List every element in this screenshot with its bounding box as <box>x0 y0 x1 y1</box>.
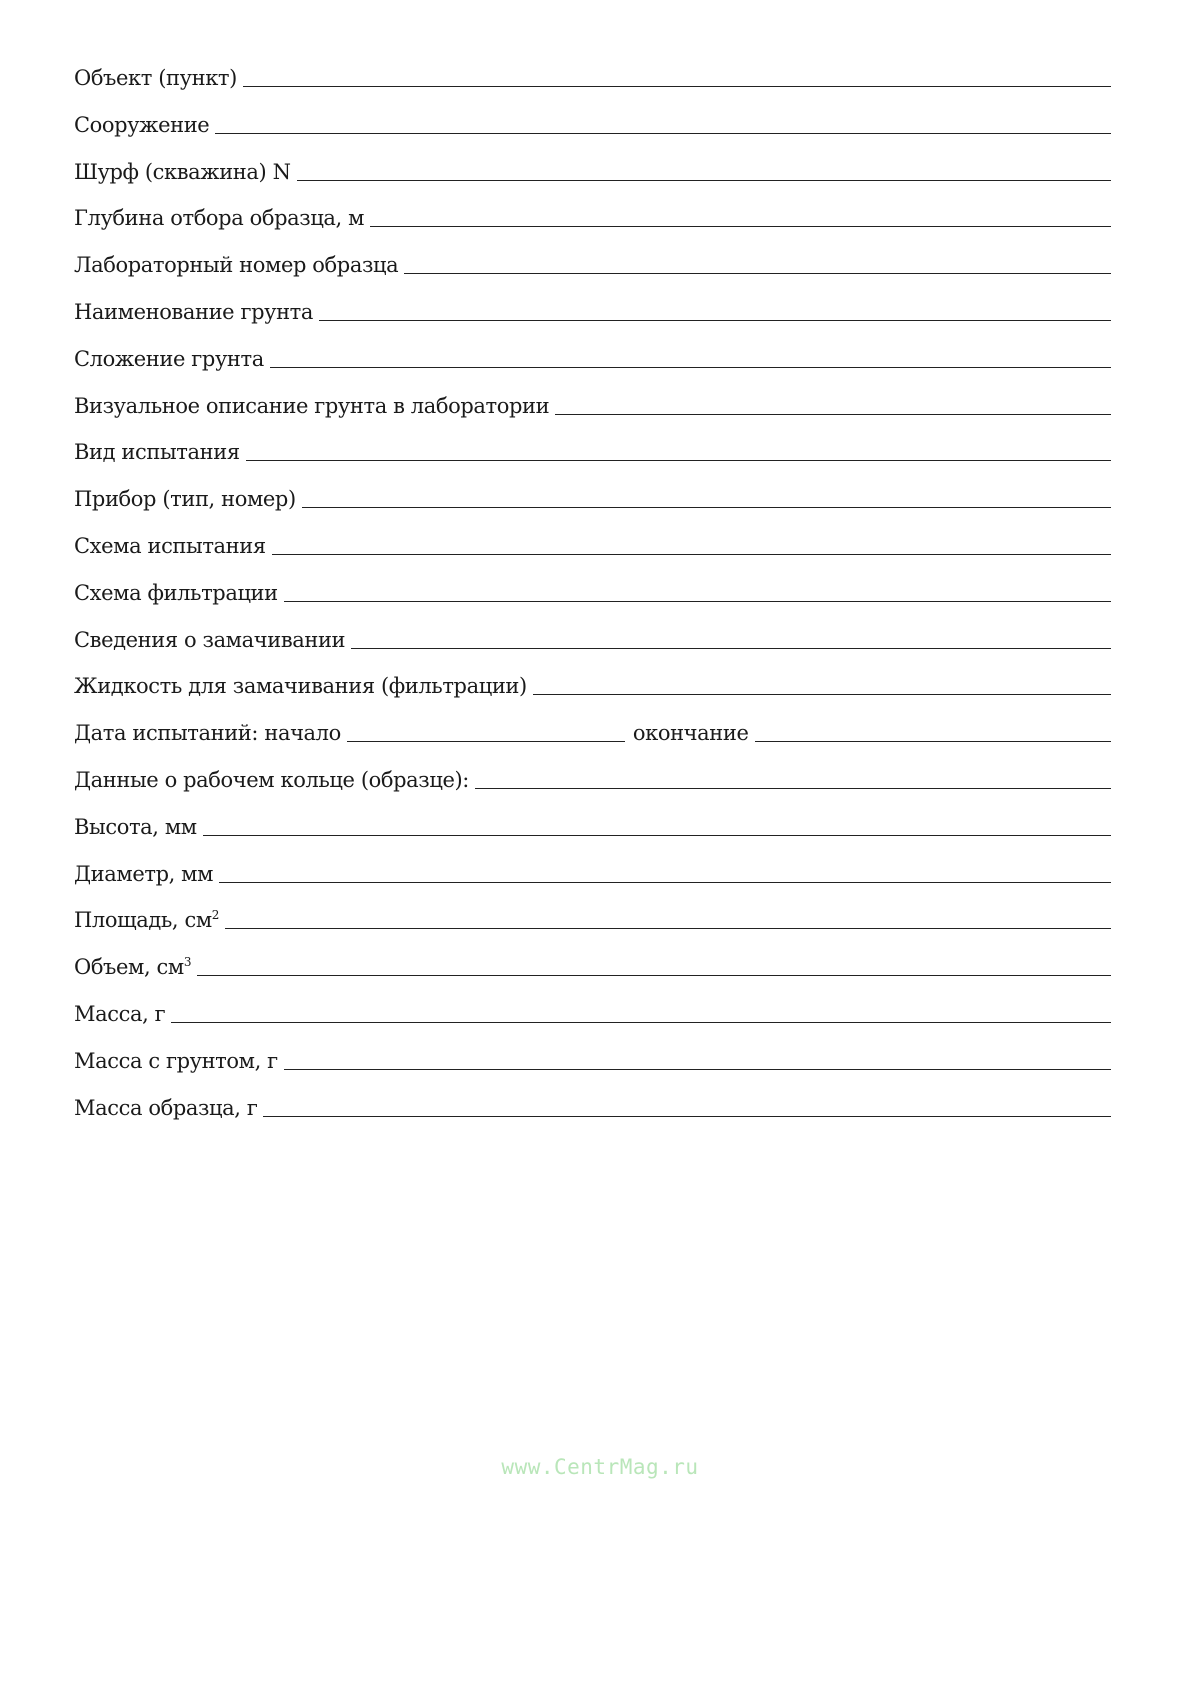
field-depth <box>74 206 1111 253</box>
fill-line[interactable] <box>219 882 1111 883</box>
area-superscript: 2 <box>211 908 219 923</box>
fill-line[interactable] <box>404 273 1111 274</box>
field-label: Жидкость для замачивания (фильтрации) <box>74 674 527 699</box>
test-date-end-label: окончание <box>632 721 749 746</box>
field-label: Вид испытания <box>74 440 240 465</box>
field-label: Лабораторный номер образца <box>74 253 399 278</box>
field-label: Шурф (скважина) N <box>74 159 291 184</box>
fill-line[interactable] <box>225 928 1111 929</box>
lab-test-form <box>74 66 1111 1142</box>
test-date-start-line[interactable] <box>347 741 625 742</box>
fill-line[interactable] <box>555 414 1111 415</box>
fill-line[interactable] <box>319 320 1111 321</box>
field-structure <box>74 113 1111 160</box>
field-label: Масса с грунтом, г <box>74 1048 278 1073</box>
field-volume <box>74 955 1111 1002</box>
field-lab-number <box>74 253 1111 300</box>
field-test-scheme <box>74 534 1111 581</box>
field-diameter <box>74 862 1111 909</box>
fill-line[interactable] <box>246 460 1111 461</box>
fill-line[interactable] <box>272 554 1111 555</box>
field-soaking-liquid <box>74 674 1111 721</box>
fill-line[interactable] <box>533 694 1111 695</box>
field-soaking-info <box>74 628 1111 675</box>
field-visual-description <box>74 394 1111 441</box>
field-label: Наименование грунта <box>74 299 314 324</box>
field-label <box>74 908 225 932</box>
fill-line[interactable] <box>171 1022 1111 1023</box>
field-label: Схема фильтрации <box>74 580 278 605</box>
field-pit <box>74 160 1111 207</box>
field-filtration-scheme <box>74 581 1111 628</box>
field-label: Сооружение <box>74 112 210 137</box>
field-label: Диаметр, мм <box>74 861 214 886</box>
fill-line[interactable] <box>370 226 1111 227</box>
fill-line[interactable] <box>284 1069 1111 1070</box>
fill-line[interactable] <box>302 507 1111 508</box>
volume-superscript: 3 <box>183 955 192 970</box>
field-mass <box>74 1002 1111 1049</box>
field-label: Данные о рабочем кольце (образце): <box>74 767 469 792</box>
watermark: www.CentrMag.ru <box>501 1455 699 1479</box>
fill-line[interactable] <box>297 180 1111 181</box>
volume-label-text: Объем, см <box>74 955 184 980</box>
field-device <box>74 487 1111 534</box>
field-label: Сложение грунта <box>74 346 264 371</box>
fill-line[interactable] <box>475 788 1111 789</box>
field-label: Визуальное описание грунта в лаборатории <box>74 393 550 418</box>
field-soil-name <box>74 300 1111 347</box>
fill-line[interactable] <box>203 835 1111 836</box>
fill-line[interactable] <box>284 601 1111 602</box>
field-height <box>74 815 1111 862</box>
fill-line[interactable] <box>263 1116 1111 1117</box>
field-label: Сведения о замачивании <box>74 627 346 652</box>
test-date-start-label: Дата испытаний: начало <box>74 721 341 746</box>
area-label-text: Площадь, см <box>74 908 212 933</box>
fill-line[interactable] <box>351 648 1111 649</box>
field-mass-with-soil <box>74 1049 1111 1096</box>
field-test-date <box>74 721 1111 768</box>
field-sample-mass <box>74 1096 1111 1143</box>
field-test-type <box>74 440 1111 487</box>
fill-line[interactable] <box>243 86 1111 87</box>
field-ring-data <box>74 768 1111 815</box>
field-label: Высота, мм <box>74 814 197 839</box>
field-label: Прибор (тип, номер) <box>74 487 296 512</box>
field-label: Масса образца, г <box>74 1095 258 1120</box>
fill-line[interactable] <box>270 367 1111 368</box>
field-area <box>74 908 1111 955</box>
field-label <box>74 955 197 979</box>
fill-line[interactable] <box>215 133 1111 134</box>
field-label: Масса, г <box>74 1001 166 1026</box>
field-label: Схема испытания <box>74 533 266 558</box>
field-label: Объект (пункт) <box>74 66 237 90</box>
fill-line[interactable] <box>197 975 1111 976</box>
field-soil-composition <box>74 347 1111 394</box>
test-date-end-line[interactable] <box>755 741 1112 742</box>
field-object <box>74 66 1111 113</box>
field-label: Глубина отбора образца, м <box>74 206 365 231</box>
